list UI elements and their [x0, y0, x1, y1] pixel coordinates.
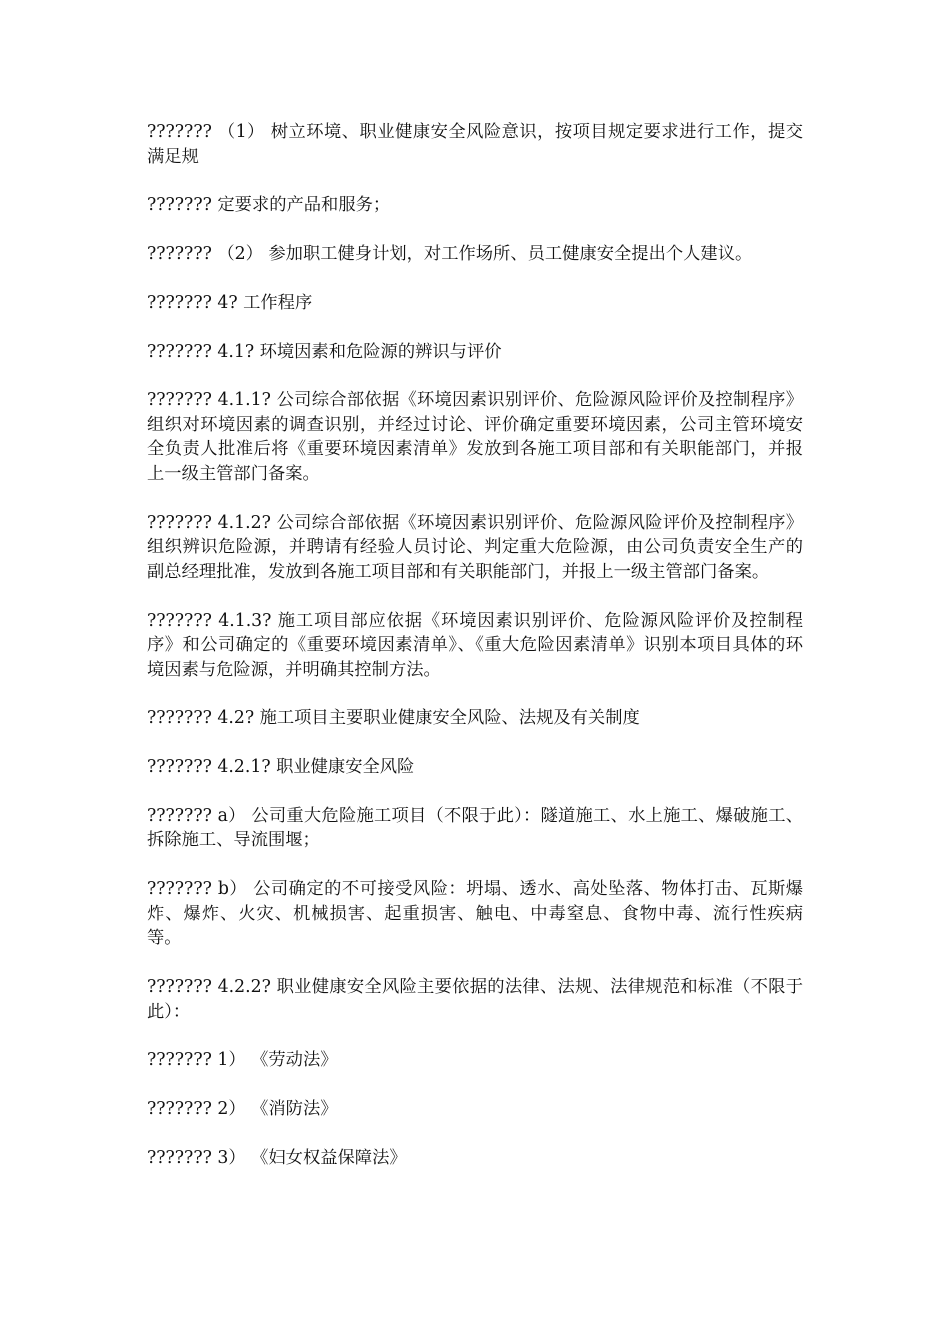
heading-4-2-1: ??????? 4.2.1? 职业健康安全风险	[147, 757, 415, 778]
heading-work-procedure: ??????? 4? 工作程序	[147, 292, 313, 313]
list-item-law-2: ??????? 2） 《消防法》	[147, 1099, 338, 1120]
document-body	[147, 120, 803, 1195]
paragraph-4-1-2: ??????? 4.1.2? 公司综合部依据《环境因素识别评价、危险源风险评价及控制程序》组织辨识危险源，并聘请有经验人员讨论、判定重大危险源，由公司负责安全生产的副总经理批准，发放到各施工项目部和有关职能部门，并报上一级主管部门备案。	[147, 512, 803, 582]
paragraph-4-1-3: ??????? 4.1.3? 施工项目部应依据《环境因素识别评价、危险源风险评价及控制程序》和公司确定的《重要环境因素清单》、《重大危险因素清单》识别本项目具体的环境因素与危险源，并明确其控制方法。	[147, 610, 803, 680]
paragraph-item-b: ??????? b） 公司确定的不可接受风险：坍塌、透水、高处坠落、物体打击、瓦斯爆炸、爆炸、火灾、机械损害、起重损害、触电、中毒窒息、食物中毒、流行性疾病等。	[147, 879, 803, 949]
list-item-law-3: ??????? 3） 《妇女权益保障法》	[147, 1147, 407, 1168]
heading-4-2: ??????? 4.2? 施工项目主要职业健康安全风险、法规及有关制度	[147, 708, 640, 729]
paragraph-responsibility-1-cont: ??????? 定要求的产品和服务；	[147, 195, 391, 216]
paragraph-item-a: ??????? a） 公司重大危险施工项目（不限于此）：隧道施工、水上施工、爆破施工、拆除施工、导流围堰；	[147, 805, 803, 851]
heading-identification-evaluation: ??????? 4.1? 环境因素和危险源的辨识与评价	[147, 341, 502, 362]
paragraph-responsibility-2: ??????? （2） 参加职工健身计划，对工作场所、员工健康安全提出个人建议。	[147, 244, 753, 265]
paragraph-4-2-2: ??????? 4.2.2? 职业健康安全风险主要依据的法律、法规、法律规范和标准（不限于此）：	[147, 977, 803, 1022]
paragraph-4-1-1: ??????? 4.1.1? 公司综合部依据《环境因素识别评价、危险源风险评价及控制程序》组织对环境因素的调查识别，并经过讨论、评价确定重要环境因素，公司主管环境安全负责人批准后将《重要环境因素清单》发放到各施工项目部和有关职能部门，并报上一级主管部门备案。	[147, 390, 803, 484]
list-item-law-1: ??????? 1） 《劳动法》	[147, 1050, 338, 1071]
paragraph-responsibility-1: ??????? （1） 树立环境、职业健康安全风险意识，按项目规定要求进行工作，提交满足规	[147, 122, 803, 167]
